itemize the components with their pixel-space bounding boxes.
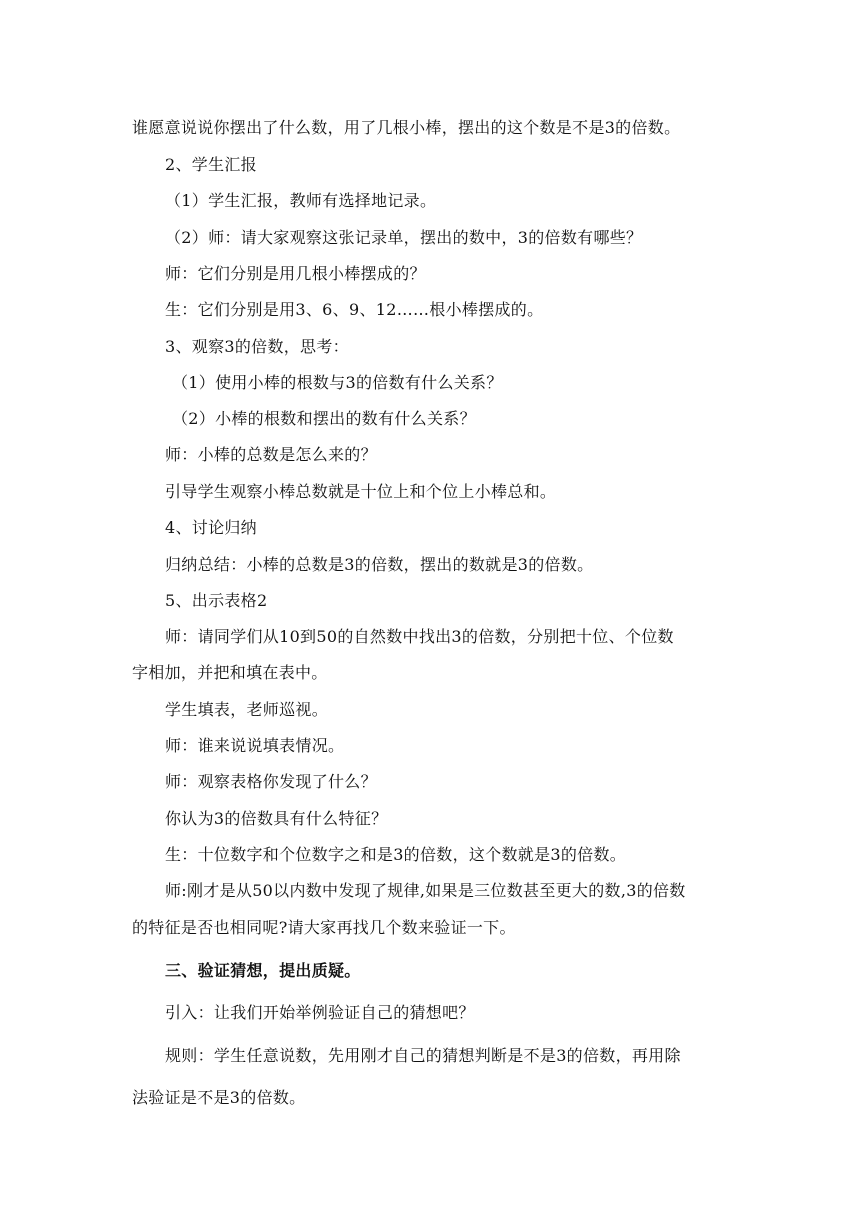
text-line: 谁愿意说说你摆出了什么数，用了几根小棒，摆出的这个数是不是3的倍数。: [132, 118, 681, 137]
text-line: 师：观察表格你发现了什么？: [165, 772, 377, 791]
text-line: （2）师：请大家观察这张记录单，摆出的数中，3的倍数有哪些？: [165, 228, 643, 247]
text-line: 你认为3的倍数具有什么特征？: [165, 809, 388, 828]
text-line: 生：十位数字和个位数字之和是3的倍数，这个数就是3的倍数。: [165, 845, 627, 864]
text-line: 字相加，并把和填在表中。: [132, 663, 328, 682]
text-line: 师：谁来说说填表情况。: [165, 736, 345, 755]
text-line: 规则：学生任意说数，先用刚才自己的猜想判断是不是3的倍数，再用除: [165, 1046, 681, 1065]
section-heading: 2、学生汇报: [165, 155, 257, 174]
chapter-heading: 三、验证猜想，提出质疑。: [165, 961, 361, 980]
text-line: 的特征是否也相同呢?请大家再找几个数来验证一下。: [132, 918, 516, 937]
text-line: 归纳总结：小棒的总数是3的倍数，摆出的数就是3的倍数。: [165, 555, 594, 574]
text-line: （2）小棒的根数和摆出的数有什么关系？: [172, 409, 476, 428]
text-line: 师:刚才是从50以内数中发现了规律,如果是三位数甚至更大的数,3的倍数: [165, 881, 686, 900]
text-line: 引入：让我们开始举例验证自己的猜想吧？: [165, 1003, 475, 1022]
text-line: 师：请同学们从10到50的自然数中找出3的倍数，分别把十位、个位数: [165, 627, 674, 646]
text-line: 法验证是不是3的倍数。: [132, 1088, 306, 1107]
section-heading: 4、讨论归纳: [165, 518, 257, 537]
text-line: 学生填表，老师巡视。: [165, 700, 329, 719]
text-line: 引导学生观察小棒总数就是十位上和个位上小棒总和。: [165, 482, 557, 501]
section-heading: 3、观察3的倍数，思考：: [165, 337, 349, 356]
section-heading: 5、出示表格2: [165, 591, 268, 610]
text-line: 生：它们分别是用3、6、9、12……根小棒摆成的。: [165, 300, 544, 319]
text-line: （1）学生汇报，教师有选择地记录。: [165, 191, 437, 210]
text-line: 师：小棒的总数是怎么来的？: [165, 445, 377, 464]
text-line: 师：它们分别是用几根小棒摆成的？: [165, 264, 426, 283]
text-line: （1）使用小棒的根数与3的倍数有什么关系？: [172, 373, 503, 392]
